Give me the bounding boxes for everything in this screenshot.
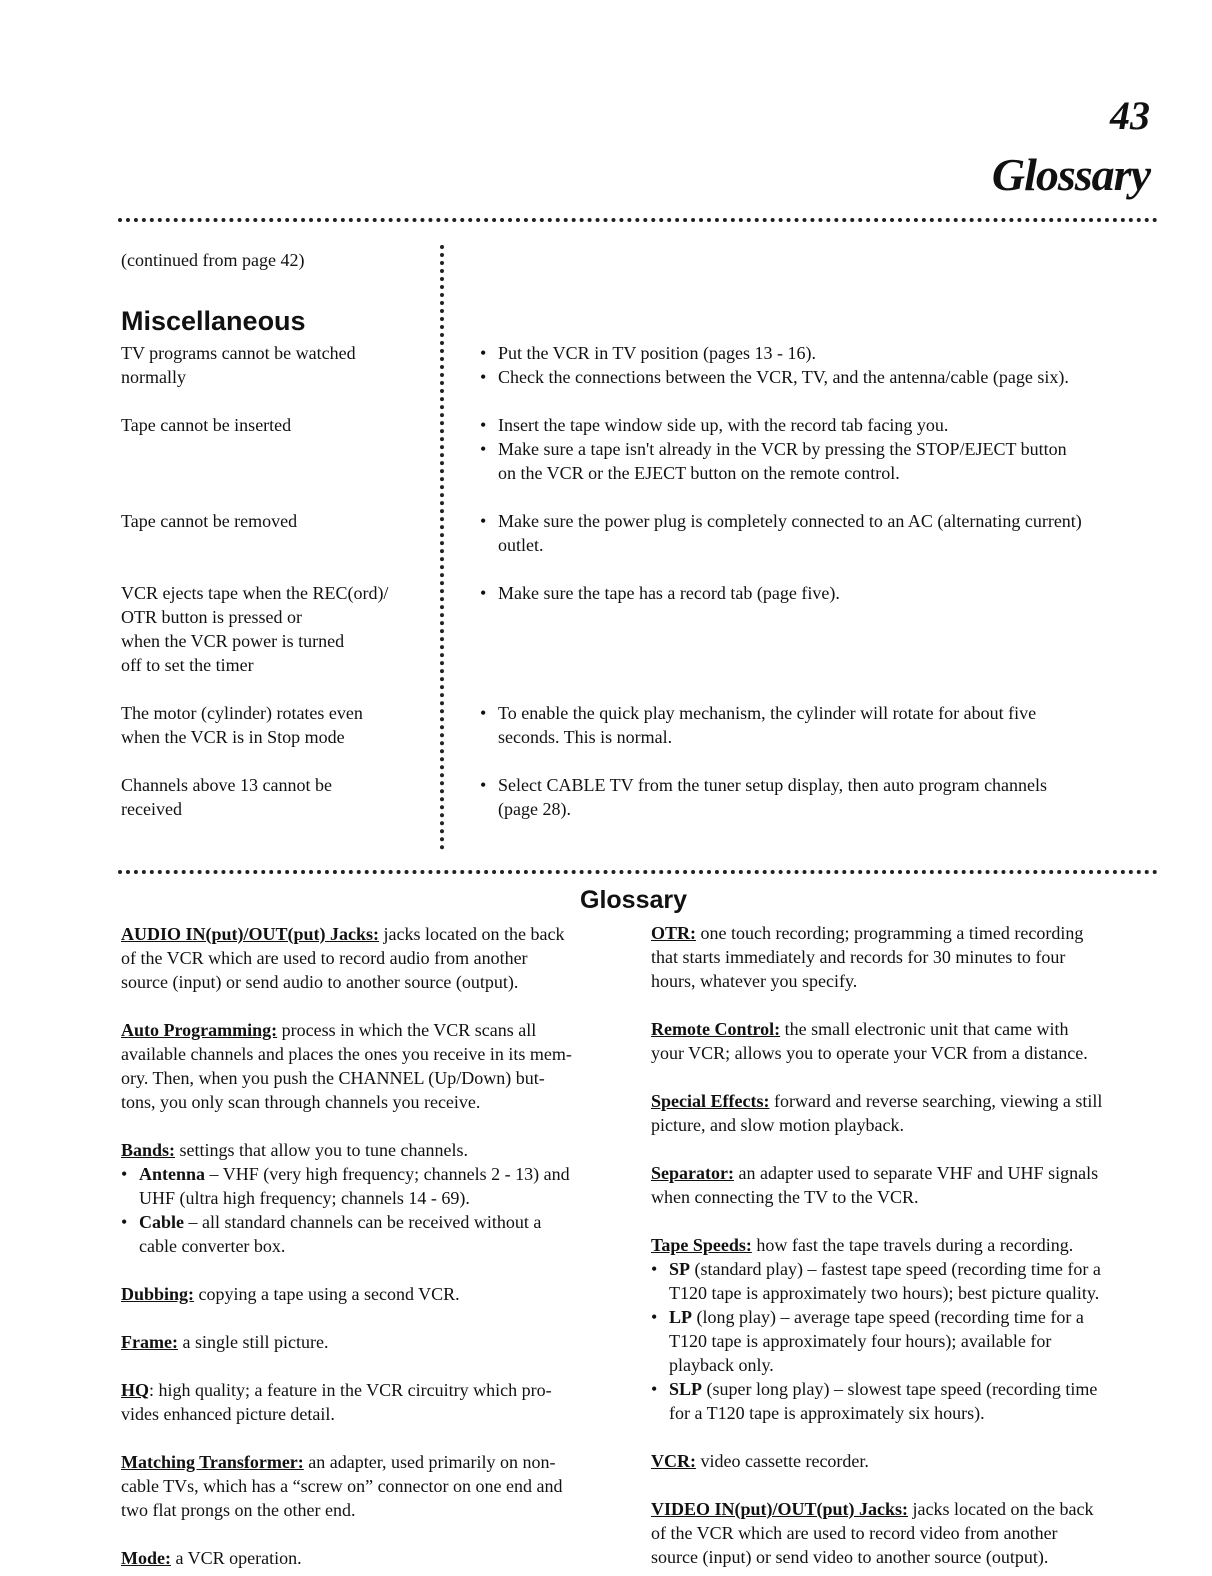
glossary-bullet-line (651, 1257, 1101, 1281)
glossary-bullet-line (121, 1234, 570, 1258)
glossary-term: Dubbing: (121, 1284, 195, 1304)
problem-line: Tape cannot be removed (121, 511, 298, 531)
glossary-definition: that starts immediately and records for 30 minutes to four (651, 947, 1066, 967)
solution-text: Make sure a tape isn't already in the VCR by pressing the STOP/EJECT button (498, 439, 1067, 459)
problem-line: The motor (cylinder) rotates even (121, 703, 363, 723)
glossary-line (651, 1017, 1088, 1041)
dotted-divider-vertical (440, 245, 444, 850)
glossary-bullet-line (121, 1210, 570, 1234)
glossary-definition: picture, and slow motion playback. (651, 1115, 904, 1135)
glossary-term: Matching Transformer: (121, 1452, 304, 1472)
solution-line (480, 533, 1082, 557)
solution-line (480, 581, 840, 605)
glossary-term: HQ (121, 1380, 150, 1400)
glossary-bullet-line (651, 1305, 1101, 1329)
bullet-text: cable converter box. (139, 1236, 286, 1256)
glossary-definition: an adapter, used primarily on non- (303, 1452, 556, 1472)
problem-line: Tape cannot be inserted (121, 415, 292, 435)
glossary-term: Bands: (121, 1140, 176, 1160)
glossary-entry (121, 1378, 552, 1426)
bullet-label: LP (669, 1307, 693, 1327)
glossary-definition: process in which the VCR scans all (277, 1020, 537, 1040)
problem-line: OTR button is pressed or (121, 607, 302, 627)
bullet-text: T120 tape is approximately two hours); best picture quality. (669, 1283, 1100, 1303)
bullet-icon: • (480, 439, 487, 459)
solution-text: (page 28). (498, 799, 571, 819)
problem-text (121, 413, 291, 437)
glossary-entry (121, 1138, 570, 1258)
bullet-text: – VHF (very high frequency; channels 2 - 13) and (205, 1164, 570, 1184)
bullet-label: SLP (669, 1379, 703, 1399)
glossary-definition: one touch recording; programming a timed recording (696, 923, 1084, 943)
glossary-line (651, 921, 1083, 945)
bullet-icon: • (121, 1164, 128, 1184)
glossary-entry (651, 1233, 1101, 1425)
glossary-entry (651, 1161, 1098, 1209)
bullet-text: UHF (ultra high frequency; channels 14 - 69). (139, 1188, 470, 1208)
glossary-line (651, 969, 1083, 993)
bullet-icon: • (480, 343, 487, 363)
glossary-definition: a single still picture. (177, 1332, 329, 1352)
solution-list (480, 509, 1082, 557)
bullet-icon: • (480, 703, 487, 723)
glossary-line (651, 1113, 1102, 1137)
glossary-term: VCR: (651, 1451, 696, 1471)
glossary-definition: of the VCR which are used to record video from another (651, 1523, 1058, 1543)
problem-line: Channels above 13 cannot be (121, 775, 332, 795)
glossary-term: Separator: (651, 1163, 734, 1183)
glossary-term: Remote Control: (651, 1019, 781, 1039)
solution-list (480, 581, 840, 605)
glossary-line (651, 945, 1083, 969)
solution-line (480, 797, 1047, 821)
glossary-line (651, 1521, 1093, 1545)
page-number: 43 (1110, 93, 1150, 138)
solution-text: on the VCR or the EJECT button on the remote control. (498, 463, 900, 483)
glossary-line (651, 1041, 1088, 1065)
glossary-definition: copying a tape using a second VCR. (194, 1284, 460, 1304)
glossary-entry (651, 1449, 869, 1473)
problem-line: when the VCR power is turned (121, 631, 345, 651)
glossary-entry (121, 1282, 460, 1306)
glossary-term: Special Effects: (651, 1091, 770, 1111)
glossary-line (121, 1042, 572, 1066)
glossary-term: Auto Programming: (121, 1020, 278, 1040)
problem-text (121, 341, 356, 389)
solution-list (480, 413, 1067, 485)
glossary-line (651, 1233, 1101, 1257)
glossary-definition: jacks located on the back (379, 924, 565, 944)
bullet-icon: • (480, 775, 487, 795)
problem-line: off to set the timer (121, 655, 254, 675)
glossary-term: AUDIO IN(put)/OUT(put) Jacks: (121, 924, 380, 944)
glossary-definition: available channels and places the ones you receive in its mem- (121, 1044, 572, 1064)
bullet-label: SP (669, 1259, 691, 1279)
bullet-icon: • (651, 1259, 658, 1279)
section-heading-glossary: Glossary (580, 886, 688, 914)
solution-text: Check the connections between the VCR, TV, and the antenna/cable (page six). (498, 367, 1069, 387)
solution-text: outlet. (498, 535, 544, 555)
glossary-entry (121, 1546, 302, 1570)
solution-text: Make sure the power plug is completely connected to an AC (alternating current) (498, 511, 1082, 531)
glossary-bullet-line (651, 1377, 1101, 1401)
bullet-text: (long play) – average tape speed (recording time for a (692, 1307, 1084, 1327)
solution-text: To enable the quick play mechanism, the cylinder will rotate for about five (498, 703, 1037, 723)
bullet-text: (standard play) – fastest tape speed (recording time for a (690, 1259, 1101, 1279)
glossary-entry (651, 921, 1083, 993)
bullet-label: Cable (139, 1212, 184, 1232)
glossary-line (121, 1498, 563, 1522)
glossary-definition: how fast the tape travels during a recording. (751, 1235, 1074, 1255)
glossary-definition: : high quality; a feature in the VCR circuitry which pro- (149, 1380, 552, 1400)
glossary-line (121, 1474, 563, 1498)
glossary-term: Frame: (121, 1332, 178, 1352)
glossary-term: Tape Speeds: (651, 1235, 752, 1255)
glossary-definition: settings that allow you to tune channels. (175, 1140, 468, 1160)
glossary-line (121, 922, 564, 946)
section-heading-miscellaneous: Miscellaneous (121, 306, 306, 336)
bullet-label: Antenna (139, 1164, 206, 1184)
glossary-bullet-line (651, 1329, 1101, 1353)
glossary-line (121, 1090, 572, 1114)
bullet-text: (super long play) – slowest tape speed (recording time (702, 1379, 1098, 1399)
solution-line (480, 437, 1067, 461)
glossary-definition: when connecting the TV to the VCR. (651, 1187, 919, 1207)
problem-line: when the VCR is in Stop mode (121, 727, 345, 747)
dotted-divider-middle (118, 870, 1158, 874)
glossary-entry (121, 1018, 572, 1114)
glossary-definition: two flat prongs on the other end. (121, 1500, 356, 1520)
solution-list (480, 701, 1036, 749)
problem-line: TV programs cannot be watched (121, 343, 356, 363)
glossary-bullet-line (121, 1162, 570, 1186)
glossary-definition: your VCR; allows you to operate your VCR from a distance. (651, 1043, 1088, 1063)
glossary-term: Mode: (121, 1548, 171, 1568)
glossary-definition: tons, you only scan through channels you receive. (121, 1092, 481, 1112)
glossary-line (651, 1161, 1098, 1185)
glossary-line (121, 1138, 570, 1162)
solution-line (480, 773, 1047, 797)
glossary-line (651, 1185, 1098, 1209)
glossary-line (121, 1018, 572, 1042)
bullet-text: – all standard channels can be received without a (184, 1212, 542, 1232)
glossary-definition: jacks located on the back (908, 1499, 1094, 1519)
bullet-text: T120 tape is approximately four hours); available for (669, 1331, 1052, 1351)
solution-line (480, 413, 1067, 437)
solution-list (480, 773, 1047, 821)
glossary-entry (121, 1330, 328, 1354)
glossary-line (651, 1449, 869, 1473)
glossary-definition: ory. Then, when you push the CHANNEL (Up/Down) but- (121, 1068, 545, 1088)
glossary-definition: a VCR operation. (170, 1548, 302, 1568)
glossary-line (651, 1089, 1102, 1113)
glossary-definition: an adapter used to separate VHF and UHF signals (733, 1163, 1099, 1183)
glossary-line (121, 946, 564, 970)
bullet-icon: • (480, 415, 487, 435)
glossary-line (651, 1497, 1093, 1521)
glossary-definition: source (input) or send audio to another source (output). (121, 972, 519, 992)
glossary-line (121, 1066, 572, 1090)
glossary-term: OTR: (651, 923, 696, 943)
problem-text (121, 581, 388, 677)
glossary-definition: the small electronic unit that came with (780, 1019, 1069, 1039)
dotted-divider-top (118, 218, 1158, 222)
glossary-line (651, 1545, 1093, 1569)
bullet-text: playback only. (669, 1355, 774, 1375)
glossary-line (121, 1546, 302, 1570)
glossary-definition: hours, whatever you specify. (651, 971, 858, 991)
problem-line: VCR ejects tape when the REC(ord)/ (121, 583, 389, 603)
problem-line: received (121, 799, 182, 819)
solution-line (480, 341, 1069, 365)
solution-text: Select CABLE TV from the tuner setup display, then auto program channels (498, 775, 1048, 795)
bullet-icon: • (480, 583, 487, 603)
bullet-icon: • (651, 1307, 658, 1327)
glossary-line (121, 1330, 328, 1354)
glossary-line (121, 1450, 563, 1474)
glossary-bullet-line (651, 1353, 1101, 1377)
glossary-entry (121, 1450, 563, 1522)
bullet-icon: • (121, 1212, 128, 1232)
glossary-bullet-line (121, 1186, 570, 1210)
problem-text (121, 701, 363, 749)
glossary-entry (651, 1089, 1102, 1137)
problem-text (121, 509, 297, 533)
solution-text: Make sure the tape has a record tab (page five). (498, 583, 840, 603)
solution-text: Insert the tape window side up, with the record tab facing you. (498, 415, 949, 435)
page-title: Glossary (991, 149, 1150, 200)
solution-line (480, 509, 1082, 533)
glossary-definition: forward and reverse searching, viewing a still (769, 1091, 1103, 1111)
glossary-line (121, 1378, 552, 1402)
glossary-entry (651, 1017, 1088, 1065)
glossary-entry (121, 922, 564, 994)
glossary-line (121, 970, 564, 994)
solution-line (480, 725, 1036, 749)
solution-line (480, 461, 1067, 485)
solution-list (480, 341, 1069, 389)
bullet-icon: • (651, 1379, 658, 1399)
solution-line (480, 701, 1036, 725)
bullet-icon: • (480, 367, 487, 387)
solution-text: Put the VCR in TV position (pages 13 - 16). (498, 343, 817, 363)
glossary-definition: cable TVs, which has a “screw on” connector on one end and (121, 1476, 563, 1496)
problem-text (121, 773, 332, 821)
glossary-term: VIDEO IN(put)/OUT(put) Jacks: (651, 1499, 909, 1519)
glossary-definition: of the VCR which are used to record audio from another (121, 948, 528, 968)
glossary-definition: vides enhanced picture detail. (121, 1404, 335, 1424)
glossary-line (121, 1282, 460, 1306)
bullet-icon: • (480, 511, 487, 531)
bullet-text: for a T120 tape is approximately six hours). (669, 1403, 985, 1423)
solution-text: seconds. This is normal. (498, 727, 673, 747)
problem-line: normally (121, 367, 186, 387)
glossary-line (121, 1402, 552, 1426)
glossary-definition: source (input) or send video to another source (output). (651, 1547, 1049, 1567)
glossary-bullet-line (651, 1281, 1101, 1305)
glossary-entry (651, 1497, 1093, 1569)
glossary-definition: video cassette recorder. (696, 1451, 869, 1471)
solution-line (480, 365, 1069, 389)
glossary-bullet-line (651, 1401, 1101, 1425)
continued-note: (continued from page 42) (121, 250, 305, 270)
